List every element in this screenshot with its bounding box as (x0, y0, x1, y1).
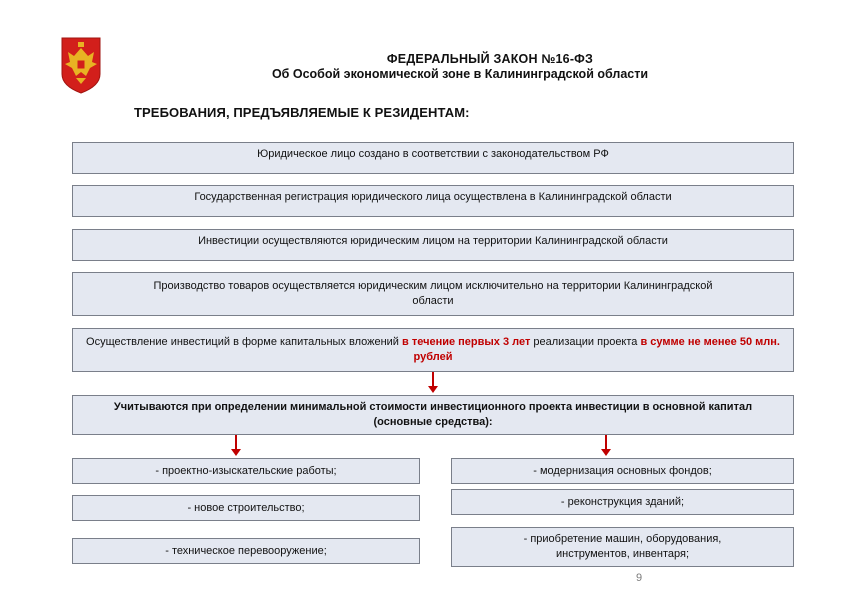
russian-coat-of-arms-icon (60, 36, 102, 94)
requirement-box (72, 185, 794, 217)
investment-text-part: реализации проекта (530, 336, 641, 348)
requirement-box (72, 272, 794, 316)
capital-item-box (72, 495, 420, 521)
capital-investment-box (72, 395, 794, 435)
requirement-text: Производство товаров осуществляется юридическим лицом исключительно на территории Калининградской области (153, 280, 713, 307)
requirement-box (72, 229, 794, 261)
capital-item-text: - техническое перевооружение; (165, 544, 327, 557)
capital-investment-text: Учитываются при определении минимальной стоимости инвестиционного проекта инвестиции в основной капитал (основные средства): (113, 401, 753, 428)
page-number: 9 (636, 572, 643, 584)
investment-text (79, 335, 787, 365)
requirement-text: Государственная регистрация юридического лица осуществлена в Калининградской области (194, 191, 672, 203)
capital-item-text: - новое строительство; (187, 501, 305, 514)
capital-item-box (451, 527, 794, 567)
capital-item-text: - модернизация основных фондов; (533, 464, 712, 477)
capital-item-text: - проектно-изыскательские работы; (155, 464, 337, 477)
capital-item-box (451, 489, 794, 515)
capital-item-box (72, 458, 420, 484)
capital-item-text: - приобретение машин, оборудования, инструментов, инвентаря; (523, 533, 722, 560)
capital-item-text: - реконструкция зданий; (560, 495, 685, 508)
requirements-heading: ТРЕБОВАНИЯ, ПРЕДЪЯВЛЯЕМЫЕ К РЕЗИДЕНТАМ: (134, 105, 470, 120)
law-title: ФЕДЕРАЛЬНЫЙ ЗАКОН №16-ФЗ (386, 52, 594, 66)
investment-requirement-box (72, 328, 794, 372)
capital-item-box (72, 538, 420, 564)
investment-text-part: Осуществление инвестиций в форме капитальных вложений (86, 336, 403, 348)
requirement-box (72, 142, 794, 174)
requirement-text: Инвестиции осуществляются юридическим лицом на территории Калининградской области (198, 235, 668, 247)
capital-item-box (451, 458, 794, 484)
investment-amount-highlight: в сумме не менее 50 млн. рублей (413, 336, 780, 363)
law-subtitle: Об Особой экономической зоне в Калининградской области (271, 67, 649, 81)
requirement-text: Юридическое лицо создано в соответствии с законодательством РФ (257, 148, 609, 160)
investment-period-highlight: в течение первых 3 лет (402, 336, 531, 348)
